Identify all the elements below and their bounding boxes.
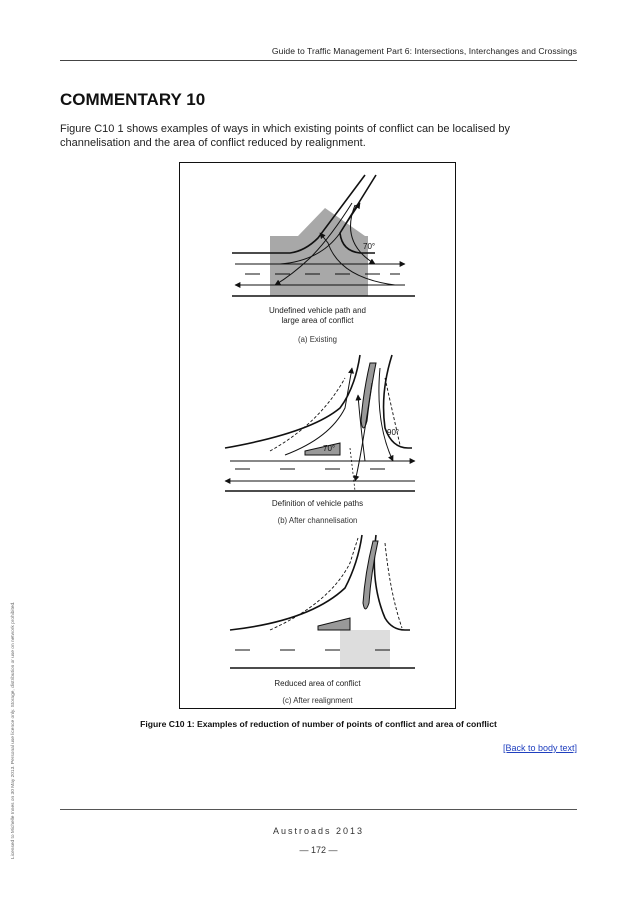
panel-a-caption-line2: large area of conflict [281, 316, 354, 325]
running-header: Guide to Traffic Management Part 6: Intersections, Interchanges and Crossings [271, 46, 577, 56]
panel-a-diagram [232, 175, 415, 296]
panel-b-angle-70: 70° [323, 444, 336, 453]
panel-a-conflict-area [270, 236, 368, 296]
intersection-diagrams [180, 163, 456, 709]
header-divider [60, 60, 577, 61]
figure-caption: Figure C10 1: Examples of reduction of number of points of conflict and area of conflict [140, 719, 497, 729]
back-to-body-link[interactable]: [Back to body text] [502, 743, 577, 753]
figure-c10-1 [179, 162, 456, 709]
panel-b-diagram [225, 355, 415, 491]
panel-b-caption: Definition of vehicle paths [271, 499, 364, 508]
panel-c-diagram [230, 535, 415, 668]
panel-b-angle-90: 90° [387, 428, 400, 437]
footer-divider [60, 809, 577, 810]
footer-organisation: Austroads 2013 [272, 826, 365, 836]
panel-a-angle-label: 70° [363, 242, 376, 251]
panel-c-caption: Reduced area of conflict [274, 679, 361, 688]
intro-paragraph: Figure C10 1 shows examples of ways in which existing points of conflict can be localised by channelisation and the area of conflict reduced by realignment. [60, 123, 511, 149]
panel-a-sublabel: (a) Existing [298, 335, 337, 344]
page-number: — 172 — [299, 845, 338, 855]
panel-c-sublabel: (c) After realignment [282, 696, 353, 705]
panel-a-caption-line1: Undefined vehicle path and [269, 306, 366, 315]
panel-c-conflict-area [340, 630, 390, 668]
page-title: COMMENTARY 10 [60, 90, 206, 109]
licence-watermark: Licensed to Michelle Innes on 30 May 2013. Personal use licence only. Storage, distribution or use on network prohibited. [11, 601, 16, 859]
panel-b-sublabel: (b) After channelisation [277, 516, 358, 525]
